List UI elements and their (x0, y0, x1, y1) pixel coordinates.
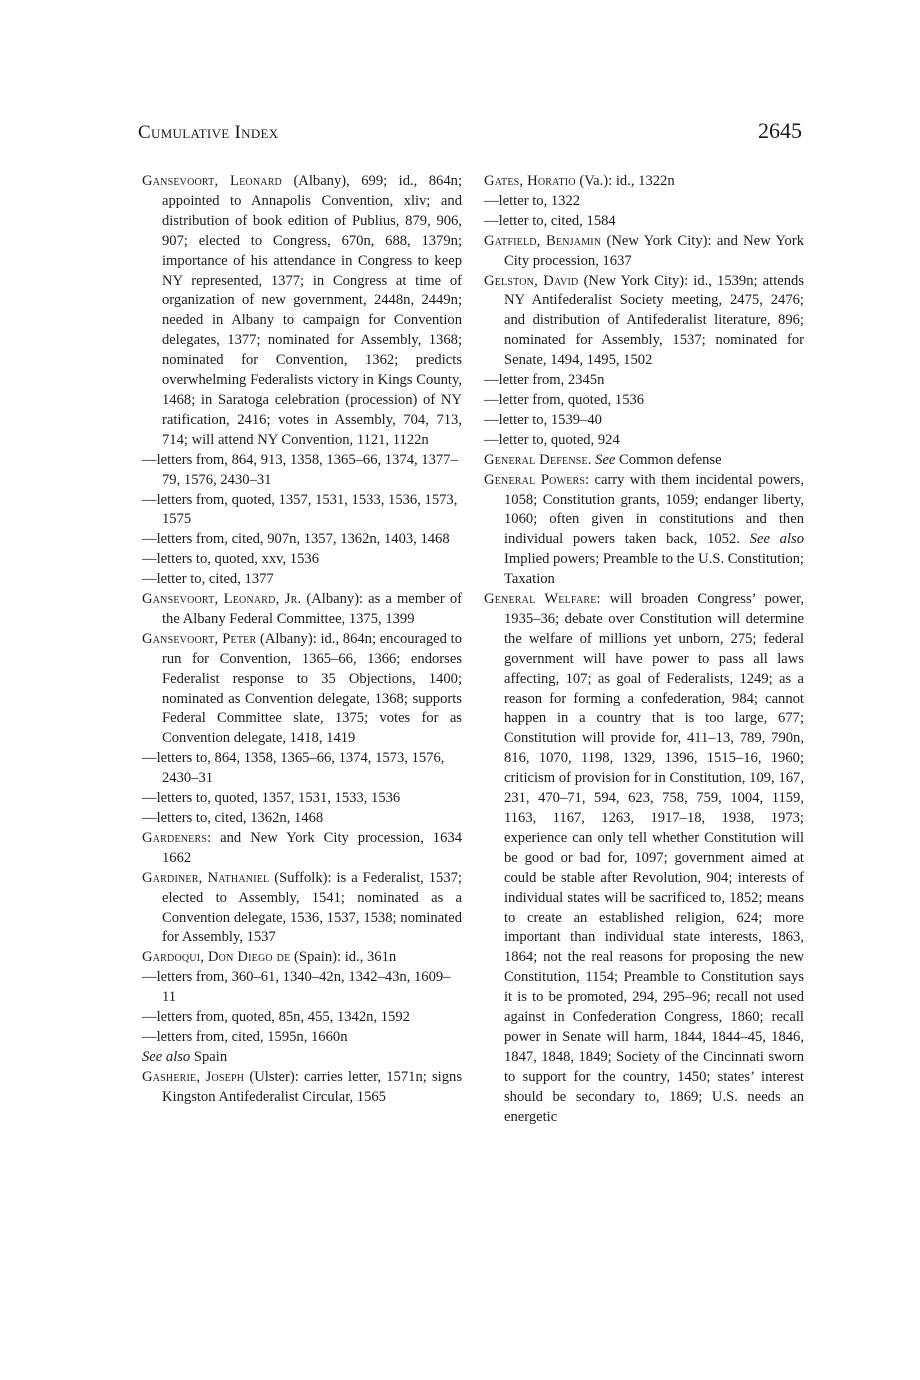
index-subentry (484, 391, 804, 411)
entry-text: (New York City): id., 1539n; attends NY Antifederalist Society meeting, 2475, 2476; and distribution of Antifederalist literature, 896; nominated for Assembly, 1537; nominated for Senate, 1494, 1495, 1502 (504, 272, 805, 369)
index-entry (142, 829, 462, 869)
index-entry (142, 172, 462, 451)
entry-heading: Gardoqui, Don Diego de (142, 949, 291, 966)
entry-text: (Spain): id., 361n (290, 949, 397, 966)
entry-heading: General Powers (484, 471, 586, 488)
index-subentry (142, 570, 462, 590)
entry-heading: Gardeners (142, 829, 208, 846)
index-subentry (142, 1008, 462, 1028)
subentry-text: —letter to, cited, 1377 (142, 571, 274, 588)
entry-text: (Va.): id., 1322n (575, 173, 675, 189)
index-subentry (142, 1028, 462, 1048)
index-entry (142, 630, 462, 749)
subentry-text: —letter to, 1322 (484, 192, 581, 209)
index-subentry (142, 491, 462, 531)
index-subentry (484, 192, 804, 212)
entry-text: (New York City): and New York City procession, 1637 (504, 232, 805, 269)
subentry-text: —letters from, quoted, 85n, 455, 1342n, 1592 (142, 1009, 410, 1026)
entry-text: : will broaden Congress’ power, 1935–36; debate over Constitution will determine the welfare of millions yet unborn, 275; federal government will have power to pass all laws affecting, 107; as goal of Federalists, 1249; as a reason for forming a confederation, 984; cannot happen in a country that is too large, 677; Constitution will provide for, 411–13, 789, 790n, 816, 1070, 1198, 1329, 1396, 1515–16, 1960; criticism of provision for in Constitution, 109, 167, 231, 470–71, 594, 623, 758, 759, 1004, 1159, 1163, 1167, 1263, 1917–18, 1938, 1973; experience can only tell whether Constitution will be good or bad for, 1097; government aimed at could be stable after Revolution, 904; interests of individual states will be sacrificed to, 1852; means to create an established religion, 624; more important than individual state interests, 1863, 1864; not the real reasons for proposing the new Constitution, 1154; Preamble to Constitution says it is to be promoted, 294, 295–96; recall not used against in Confederation Congress, 1860; recall power in Senate will harm, 1844, 1844–45, 1846, 1847, 1848, 1849; Society of the Cincinnati sworn to support for the country, 1450; states’ interest should be secondary to, 1869; U.S. needs an energetic (504, 591, 804, 1125)
index-entry (484, 272, 804, 372)
index-subentry (484, 431, 804, 451)
index-entry (484, 471, 804, 590)
entry-heading: Gasherie, Joseph (142, 1068, 245, 1085)
index-entry (484, 451, 804, 471)
subentry-text: —letters to, cited, 1362n, 1468 (142, 810, 324, 826)
subentry-text: —letters to, quoted, 1357, 1531, 1533, 1536 (142, 790, 401, 807)
entry-text: (Albany), 699; id., 864n; appointed to Annapolis Convention, xliv; and distribution of book edition of Publius, 879, 906, 907; elected to Congress, 670n, 688, 1379n; importance of his attendance in Congress to keep NY represented, 1377; in Congress at time of organization of new government, 2448n, 2449n; needed in Albany to campaign for Convention delegates, 1377; nominated for Assembly, 1368; nominated for Convention, 1362; predicts overwhelming Federalists victory in Kings County, 1468; in Saratoga celebration (procession) of NY ratification, 2416; votes in Assembly, 704, 713, 714; will attend NY Convention, 1121, 1122n (162, 173, 462, 448)
entry-text: : and New York City procession, 1634 1662 (162, 829, 462, 866)
entry-text: . (587, 451, 596, 468)
subentry-text: —letters from, 360–61, 1340–42n, 1342–43n, 1609–11 (142, 969, 451, 1006)
subentry-text: —letter from, quoted, 1536 (484, 391, 645, 408)
subentry-text: —letter from, 2345n (484, 372, 605, 389)
index-cross-reference (142, 1048, 462, 1068)
index-subentry (142, 451, 462, 491)
index-entry (142, 869, 462, 949)
index-entry (484, 232, 804, 272)
entry-heading: Gansevoort, Leonard (142, 173, 282, 189)
entry-text: (Albany): id., 864n; encouraged to run for Convention, 1365–66, 1366; endorses Federalist response to 35 Objections, 1400; nominated as Convention delegate, 1368; supports Federal Committee slate, 1375; votes for as Convention delegate, 1418, 1419 (162, 630, 462, 747)
see-also-label: See also (142, 1048, 191, 1065)
index-subentry (484, 411, 804, 431)
subentry-text: —letters from, 864, 913, 1358, 1365–66, 1374, 1377–79, 1576, 2430–31 (142, 451, 458, 488)
entry-heading: Gansevoort, Leonard, Jr. (142, 591, 302, 608)
index-subentry (142, 749, 462, 789)
cross-reference-target: Common defense (615, 451, 722, 468)
entry-heading: General Defense (484, 451, 588, 468)
index-subentry (484, 371, 804, 391)
page-number: 2645 (758, 118, 802, 143)
index-entry (142, 1068, 462, 1108)
entry-heading: General Welfare (484, 591, 597, 608)
index-column-left (142, 172, 462, 1108)
subentry-text: —letters to, 864, 1358, 1365–66, 1374, 1573, 1576, 2430–31 (142, 750, 445, 787)
index-subentry (142, 530, 462, 550)
cross-reference-target: Implied powers; Preamble to the U.S. Constitution; Taxation (504, 551, 804, 588)
index-subentry (142, 789, 462, 809)
subentry-text: —letters to, quoted, xxv, 1536 (142, 551, 319, 568)
subentry-text: —letter to, 1539–40 (484, 411, 602, 428)
see-also-label: See also (749, 531, 804, 548)
index-subentry (484, 212, 804, 232)
entry-text: : carry with them incidental powers, 1058; Constitution grants, 1059; endanger liberty, 1060; often given in constitutions and then individual powers taken back, 1052. (504, 471, 805, 548)
index-subentry (142, 550, 462, 570)
subentry-text: —letters from, cited, 1595n, 1660n (142, 1028, 348, 1045)
entry-heading: Gansevoort, Peter (142, 630, 257, 647)
subentry-text: —letters from, cited, 907n, 1357, 1362n, 1403, 1468 (142, 531, 450, 548)
entry-heading: Gardiner, Nathaniel (142, 869, 270, 886)
entry-text: (Suffolk): is a Federalist, 1537; elected to Assembly, 1541; nominated as a Convention delegate, 1536, 1537, 1538; nominated for Assembly, 1537 (162, 869, 462, 946)
page-header (138, 118, 802, 152)
cross-reference-target: Spain (190, 1048, 228, 1065)
index-entry (142, 948, 462, 968)
see-also-label: See (595, 451, 616, 468)
subentry-text: —letter to, cited, 1584 (484, 212, 616, 229)
running-title-text: Cumulative Index (138, 122, 279, 143)
index-column-right (484, 172, 804, 1128)
index-subentry (142, 968, 462, 1008)
entry-text: (Ulster): carries letter, 1571n; signs Kingston Antifederalist Circular, 1565 (162, 1068, 462, 1105)
subentry-text: —letter to, quoted, 924 (484, 431, 620, 448)
index-entry (484, 172, 804, 192)
index-entry (484, 590, 804, 1127)
entry-heading: Gatfield, Benjamin (484, 232, 602, 249)
index-entry (142, 590, 462, 630)
entry-text: (Albany): as a member of the Albany Federal Committee, 1375, 1399 (162, 591, 462, 627)
entry-heading: Gates, Horatio (484, 173, 576, 189)
subentry-text: —letters from, quoted, 1357, 1531, 1533, 1536, 1573, 1575 (142, 491, 458, 528)
running-title (138, 122, 278, 144)
entry-heading: Gelston, David (484, 272, 579, 289)
index-subentry (142, 809, 462, 829)
